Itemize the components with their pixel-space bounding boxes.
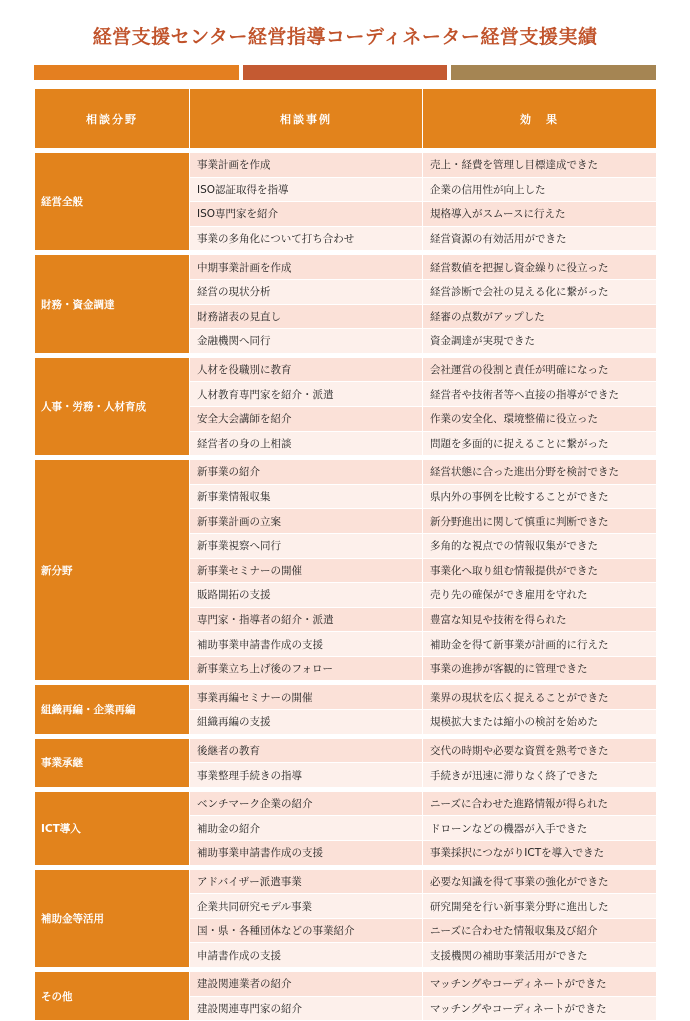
example-cell: 建設関連業者の紹介: [190, 970, 423, 997]
effect-cell: 経営者や技術者等へ直接の指導ができた: [423, 382, 657, 407]
example-cell: ISO専門家を紹介: [190, 202, 423, 227]
example-cell: 事業整理手続きの指導: [190, 763, 423, 790]
table-row: [35, 867, 657, 894]
table-row: [35, 683, 657, 710]
effect-cell: 事業の進捗が客観的に管理できた: [423, 656, 657, 683]
effect-cell: 問題を多面的に捉えることに繋がった: [423, 431, 657, 458]
example-cell: 経営者の身の上相談: [190, 431, 423, 458]
effect-cell: ニーズに合わせた進路情報が得られた: [423, 789, 657, 816]
effect-cell: 事業化へ取り組む情報提供ができた: [423, 558, 657, 583]
effect-cell: 経営数値を把握し資金繰りに役立った: [423, 253, 657, 280]
effect-cell: 多角的な視点での情報収集ができた: [423, 533, 657, 558]
effect-cell: 会社運営の役割と責任が明確になった: [423, 355, 657, 382]
example-cell: 金融機関へ同行: [190, 329, 423, 356]
example-cell: 新事業の紹介: [190, 458, 423, 485]
header-example: 相談事例: [190, 89, 423, 151]
category-cell: 経営全般: [35, 151, 190, 253]
example-cell: 企業共同研究モデル事業: [190, 894, 423, 919]
example-cell: 販路開拓の支援: [190, 583, 423, 608]
header-effect: 効 果: [423, 89, 657, 151]
table-row: [35, 458, 657, 485]
table-row: [35, 970, 657, 997]
effect-cell: 必要な知識を得て事業の強化ができた: [423, 867, 657, 894]
example-cell: 専門家・指導者の紹介・派遣: [190, 607, 423, 632]
effect-cell: 資金調達が実現できた: [423, 329, 657, 356]
effect-cell: 新分野進出に関して慎重に判断できた: [423, 509, 657, 534]
effect-cell: 事業採択につながりICTを導入できた: [423, 841, 657, 868]
example-cell: 組織再編の支援: [190, 710, 423, 737]
effect-cell: 売上・経費を管理し目標達成できた: [423, 151, 657, 178]
example-cell: 事業計画を作成: [190, 151, 423, 178]
decorative-bar-orange: [34, 65, 239, 80]
example-cell: 事業の多角化について打ち合わせ: [190, 226, 423, 253]
table-body: [35, 151, 657, 1021]
category-cell: 新分野: [35, 458, 190, 683]
effect-cell: 規模拡大または縮小の検討を始めた: [423, 710, 657, 737]
category-cell: 補助金等活用: [35, 867, 190, 969]
table-row: [35, 789, 657, 816]
example-cell: 国・県・各種団体などの事業紹介: [190, 918, 423, 943]
table-header-row: [35, 89, 657, 151]
effect-cell: 売り先の確保ができ雇用を守れた: [423, 583, 657, 608]
effect-cell: 手続きが迅速に滞りなく終了できた: [423, 763, 657, 790]
example-cell: 補助事業申請書作成の支援: [190, 632, 423, 657]
example-cell: 安全大会講師を紹介: [190, 406, 423, 431]
effect-cell: 補助金を得て新事業が計画的に行えた: [423, 632, 657, 657]
effect-cell: 経営状態に合った進出分野を検討できた: [423, 458, 657, 485]
category-cell: 事業承継: [35, 736, 190, 789]
example-cell: 中期事業計画を作成: [190, 253, 423, 280]
example-cell: 人材教育専門家を紹介・派遣: [190, 382, 423, 407]
decorative-bar-khaki: [451, 65, 656, 80]
example-cell: 財務諸表の見直し: [190, 304, 423, 329]
table-row: [35, 253, 657, 280]
effect-cell: 経営資源の有効活用ができた: [423, 226, 657, 253]
example-cell: 補助金の紹介: [190, 816, 423, 841]
effect-cell: 規格導入がスムースに行えた: [423, 202, 657, 227]
page-title: 経営支援センター経営指導コーディネーター経営支援実績: [92, 26, 598, 48]
effect-cell: 業界の現状を広く捉えることができた: [423, 683, 657, 710]
category-cell: 人事・労務・人材育成: [35, 355, 190, 457]
effect-cell: 県内外の事例を比較することができた: [423, 484, 657, 509]
example-cell: 新事業立ち上げ後のフォロー: [190, 656, 423, 683]
effect-cell: 交代の時期や必要な資質を熟考できた: [423, 736, 657, 763]
effect-cell: 作業の安全化、環境整備に役立った: [423, 406, 657, 431]
effect-cell: ドローンなどの機器が入手できた: [423, 816, 657, 841]
category-cell: ICT導入: [35, 789, 190, 867]
table-row: [35, 736, 657, 763]
effect-cell: 支援機関の補助事業活用ができた: [423, 943, 657, 970]
example-cell: 新事業情報収集: [190, 484, 423, 509]
effect-cell: ニーズに合わせた情報収集及び紹介: [423, 918, 657, 943]
example-cell: 建設関連専門家の紹介: [190, 996, 423, 1021]
decorative-bar-rust: [243, 65, 447, 80]
example-cell: 経営の現状分析: [190, 279, 423, 304]
effect-cell: マッチングやコーディネートができた: [423, 970, 657, 997]
support-results-table: [34, 88, 657, 1021]
example-cell: 人材を役職別に教育: [190, 355, 423, 382]
category-cell: その他: [35, 970, 190, 1021]
example-cell: アドバイザー派遣事業: [190, 867, 423, 894]
example-cell: ISO認証取得を指導: [190, 177, 423, 202]
effect-cell: 豊富な知見や技術を得られた: [423, 607, 657, 632]
example-cell: ベンチマーク企業の紹介: [190, 789, 423, 816]
example-cell: 新事業計画の立案: [190, 509, 423, 534]
effect-cell: 研究開発を行い新事業分野に進出した: [423, 894, 657, 919]
table-row: [35, 151, 657, 178]
table-row: [35, 355, 657, 382]
example-cell: 申請書作成の支援: [190, 943, 423, 970]
example-cell: 新事業セミナーの開催: [190, 558, 423, 583]
effect-cell: 経審の点数がアップした: [423, 304, 657, 329]
example-cell: 後継者の教育: [190, 736, 423, 763]
example-cell: 補助事業申請書作成の支援: [190, 841, 423, 868]
header-category: 相談分野: [35, 89, 190, 151]
effect-cell: 企業の信用性が向上した: [423, 177, 657, 202]
example-cell: 新事業視察へ同行: [190, 533, 423, 558]
effect-cell: マッチングやコーディネートができた: [423, 996, 657, 1021]
example-cell: 事業再編セミナーの開催: [190, 683, 423, 710]
category-cell: 財務・資金調達: [35, 253, 190, 355]
effect-cell: 経営診断で会社の見える化に繋がった: [423, 279, 657, 304]
category-cell: 組織再編・企業再編: [35, 683, 190, 736]
